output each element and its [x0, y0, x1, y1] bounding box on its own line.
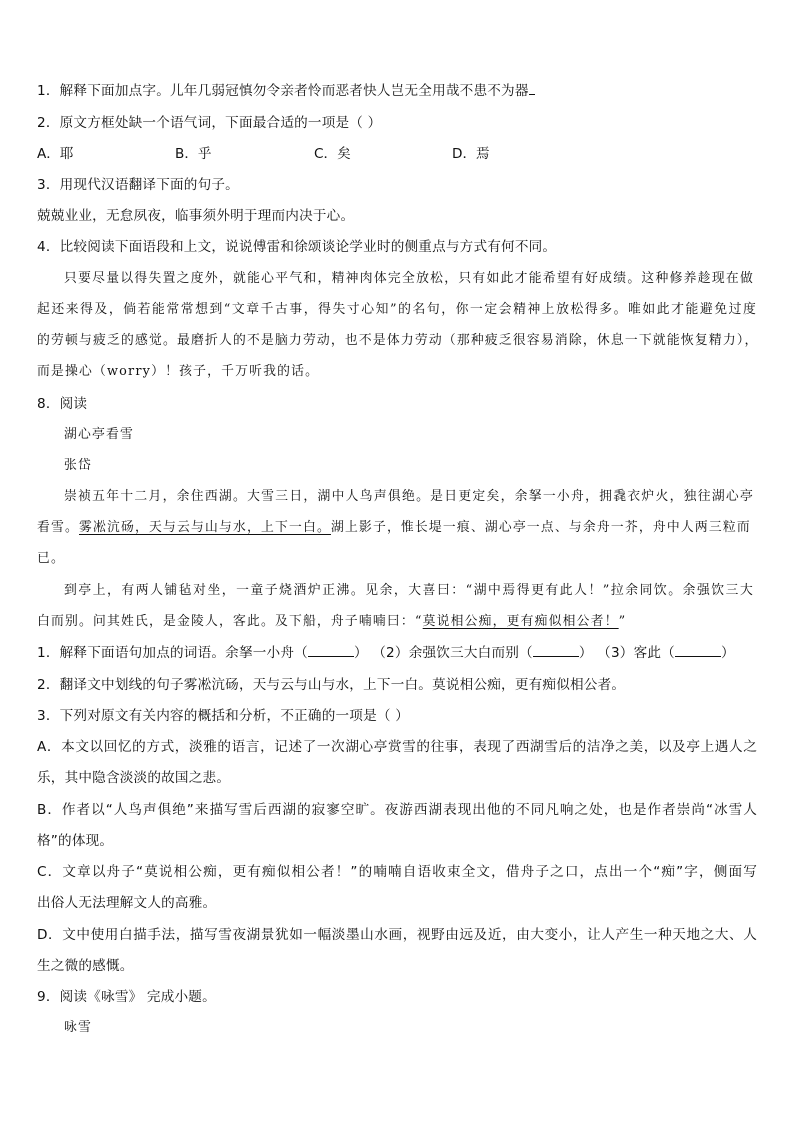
passage-line: 的劳顿与疲乏的感觉。最磨折人的不是脑力劳动，也不是体力劳动（那种疲乏很容易消除，休息一下就能恢复精力），: [37, 333, 759, 348]
essay-line: 到亭上，有两人铺毡对坐，一童子烧酒炉正沸。见余，大喜曰：“湖中焉得更有此人！”拉余同饮。余强饮三大: [64, 583, 754, 598]
essay-line: 已。: [37, 551, 65, 566]
essay-text: 白而别。问其姓氏，是金陵人，客此。及下船，舟子喃喃曰：“: [37, 614, 423, 629]
passage-line: 而是操心（worry）！孩子，千万听我的话。: [37, 364, 320, 379]
choice-d-cont: 生之微的感慨。: [37, 958, 134, 974]
sub-question-text: ） （3）客此（: [578, 645, 675, 661]
sub-question-2: 2．翻译文中划线的句子雾凇沆砀，天与云与山与水，上下一白。莫说相公痴，更有痴似相公者。: [37, 677, 626, 693]
choice-b-cont: 格”的体现。: [37, 833, 114, 849]
choice-c: C．文章以舟子“莫说相公痴，更有痴似相公者！”的喃喃自语收束全文，借舟子之口，点出一个“痴”字，侧面写: [37, 864, 757, 880]
essay-line: 崇祯五年十二月，余住西湖。大雪三日，湖中人鸟声俱绝。是日更定矣，余拏一小舟，拥毳衣炉火，独往湖心亭: [64, 489, 754, 504]
question-4: 4．比较阅读下面语段和上文，说说傅雷和徐颂谈论学业时的侧重点与方式有何不同。: [37, 239, 557, 255]
sub-question-1: [37, 643, 757, 663]
passage-line: 起还来得及，倘若能常常想到“文章千古事，得失寸心知”的名句，你一定会精神上放松得多。唯如此才能避免过度: [37, 302, 757, 317]
essay-title: 湖心亭看雪: [64, 427, 134, 442]
question-1-text: 1．解释下面加点字。儿年几弱冠慎勿令亲者怜而恶者快人岂无全用哉不患不为器: [37, 83, 529, 99]
sub-question-text: 1．解释下面语句加点的词语。余拏一小舟（: [37, 645, 308, 661]
option-c: C．矣: [314, 146, 351, 162]
underlined-sentence: 雾凇沆砀，天与云与山与水，上下一白。: [79, 520, 331, 535]
question-3-sentence: 兢兢业业，无怠夙夜，临事须外明于理而内决于心。: [37, 208, 355, 224]
choice-a: A．本文以回忆的方式，淡雅的语言，记述了一次湖心亭赏雪的往事，表现了西湖雪后的洁净之美，以及亭上遇人之: [37, 739, 757, 755]
choice-c-cont: 出俗人无法理解文人的高雅。: [37, 895, 217, 911]
essay-text: 湖上影子，惟长堤一痕、湖心亭一点、与余舟一芥，舟中人两三粒而: [330, 520, 751, 535]
option-d: D．焉: [452, 146, 490, 162]
question-1: [37, 81, 757, 101]
answer-blank: [533, 643, 579, 657]
essay-text: 看雪。: [37, 520, 79, 535]
option-b: B．乎: [175, 146, 212, 162]
question-9: 9．阅读《咏雪》 完成小题。: [37, 989, 216, 1005]
question-3: 3．用现代汉语翻译下面的句子。: [37, 177, 239, 193]
poem-title: 咏雪: [64, 1020, 92, 1035]
essay-line: [37, 518, 757, 538]
answer-blank: [529, 81, 535, 95]
sub-question-text: ） （2）余强饮三大白而别（: [353, 645, 533, 661]
sub-question-text: ）: [720, 645, 735, 661]
answer-blank: [675, 643, 721, 657]
choice-b: B．作者以“人鸟声俱绝”来描写雪后西湖的寂寥空旷。夜游西湖表现出他的不同凡响之处，也是作者崇尚“冰雪人: [37, 802, 757, 818]
essay-text: ”: [618, 614, 627, 629]
essay-author: 张岱: [64, 458, 92, 473]
option-a: A．耶: [37, 146, 74, 162]
question-8: 8．阅读: [37, 396, 88, 412]
answer-blank: [308, 643, 354, 657]
question-2: 2．原文方框处缺一个语气词，下面最合适的一项是（ ）: [37, 115, 382, 131]
choice-d: D．文中使用白描手法，描写雪夜湖景犹如一幅淡墨山水画，视野由远及近，由大变小，让人产生一种天地之大、人: [37, 927, 757, 943]
passage-line: 只要尽量以得失置之度外，就能心平气和，精神肉体完全放松，只有如此才能希望有好成绩。这种修养趁现在做: [64, 271, 754, 286]
underlined-sentence: 莫说相公痴，更有痴似相公者！: [422, 614, 619, 629]
essay-line: [37, 612, 757, 632]
choice-a-cont: 乐，其中隐含淡淡的故国之悲。: [37, 770, 231, 786]
sub-question-3: 3．下列对原文有关内容的概括和分析，不正确的一项是（ ）: [37, 708, 410, 724]
